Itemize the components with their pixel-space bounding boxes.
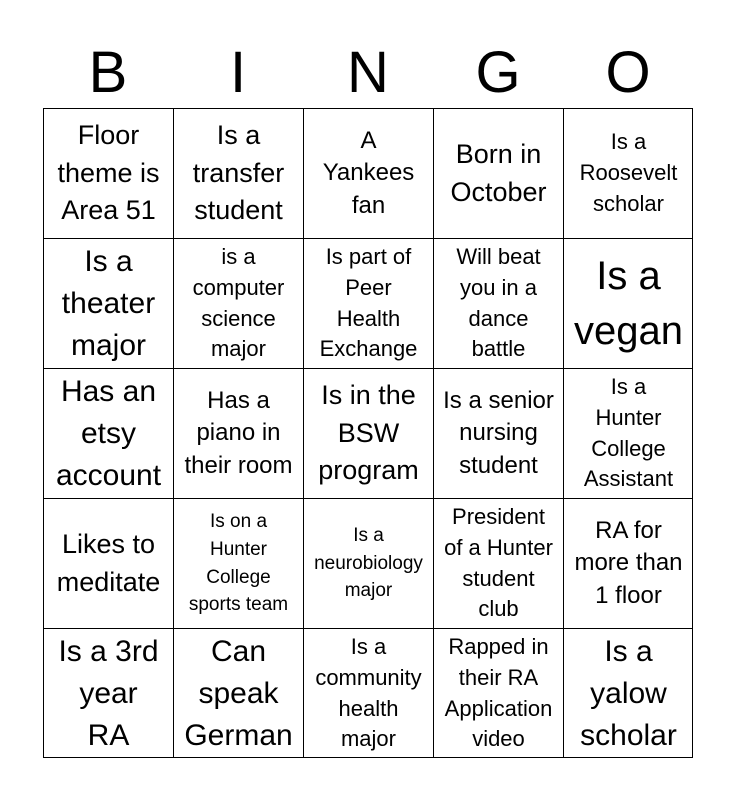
cell-text: Has a piano in their room	[184, 386, 293, 479]
cell-text: Is a vegan	[574, 254, 683, 353]
bingo-cell[interactable]	[173, 108, 303, 238]
cell-text: Is a transfer student	[192, 119, 285, 226]
bingo-cell[interactable]	[43, 108, 173, 238]
cell-text: Rapped in their RA Application video	[444, 633, 553, 752]
bingo-cell[interactable]	[303, 498, 433, 628]
cell-text: Can speak German	[184, 634, 293, 752]
cell-text: Has an etsy account	[55, 374, 162, 492]
header-letter-b: B	[88, 40, 128, 105]
bingo-cell[interactable]	[563, 498, 693, 628]
cell-text: Will beat you in a dance battle	[456, 243, 541, 362]
cell-text: is a computer science major	[192, 243, 285, 362]
bingo-cell[interactable]	[303, 368, 433, 498]
header-letter-i: I	[229, 40, 247, 105]
bingo-cell[interactable]	[173, 628, 303, 758]
bingo-cell[interactable]	[303, 108, 433, 238]
bingo-cell[interactable]	[43, 628, 173, 758]
header-letter-n: N	[347, 40, 389, 105]
bingo-cell[interactable]	[173, 498, 303, 628]
cell-text: Born in October	[450, 138, 547, 207]
bingo-cell[interactable]	[563, 628, 693, 758]
cell-text: A Yankees fan	[322, 126, 415, 219]
cell-text: Is a yalow scholar	[580, 634, 677, 752]
bingo-cell[interactable]	[303, 238, 433, 368]
bingo-cell[interactable]	[563, 238, 693, 368]
bingo-cell[interactable]	[43, 498, 173, 628]
cell-text: Is a Hunter College Assistant	[583, 373, 674, 492]
cell-text: RA for more than 1 floor	[574, 516, 683, 609]
bingo-board	[43, 108, 693, 758]
bingo-cell[interactable]	[433, 628, 563, 758]
bingo-cell[interactable]	[433, 108, 563, 238]
header-letter-g: G	[475, 40, 521, 105]
bingo-cell[interactable]	[173, 238, 303, 368]
header-letter-o: O	[605, 40, 651, 105]
cell-text: Is on a Hunter College sports team	[188, 511, 289, 616]
bingo-cell[interactable]	[43, 368, 173, 498]
cell-text: Is part of Peer Health Exchange	[319, 243, 418, 362]
bingo-cell[interactable]	[433, 498, 563, 628]
bingo-cell[interactable]	[563, 108, 693, 238]
cell-text: Is a theater major	[61, 244, 156, 362]
bingo-cell[interactable]	[433, 238, 563, 368]
cell-text: Is a community health major	[315, 633, 422, 752]
bingo-header	[43, 38, 693, 108]
bingo-cell[interactable]	[433, 368, 563, 498]
cell-text: Is a 3rd year RA	[58, 634, 159, 752]
bingo-cell[interactable]	[563, 368, 693, 498]
bingo-cell[interactable]	[303, 628, 433, 758]
cell-text: Likes to meditate	[56, 528, 161, 597]
cell-text: Is a neurobiology major	[314, 524, 423, 602]
cell-text: Is in the BSW program	[318, 379, 419, 486]
cell-text: Is a Roosevelt scholar	[579, 129, 678, 216]
cell-text: Floor theme is Area 51	[57, 119, 160, 226]
bingo-cell[interactable]	[43, 238, 173, 368]
bingo-cell[interactable]	[173, 368, 303, 498]
cell-text: Is a senior nursing student	[443, 386, 554, 479]
cell-text: President of a Hunter student club	[444, 503, 553, 622]
